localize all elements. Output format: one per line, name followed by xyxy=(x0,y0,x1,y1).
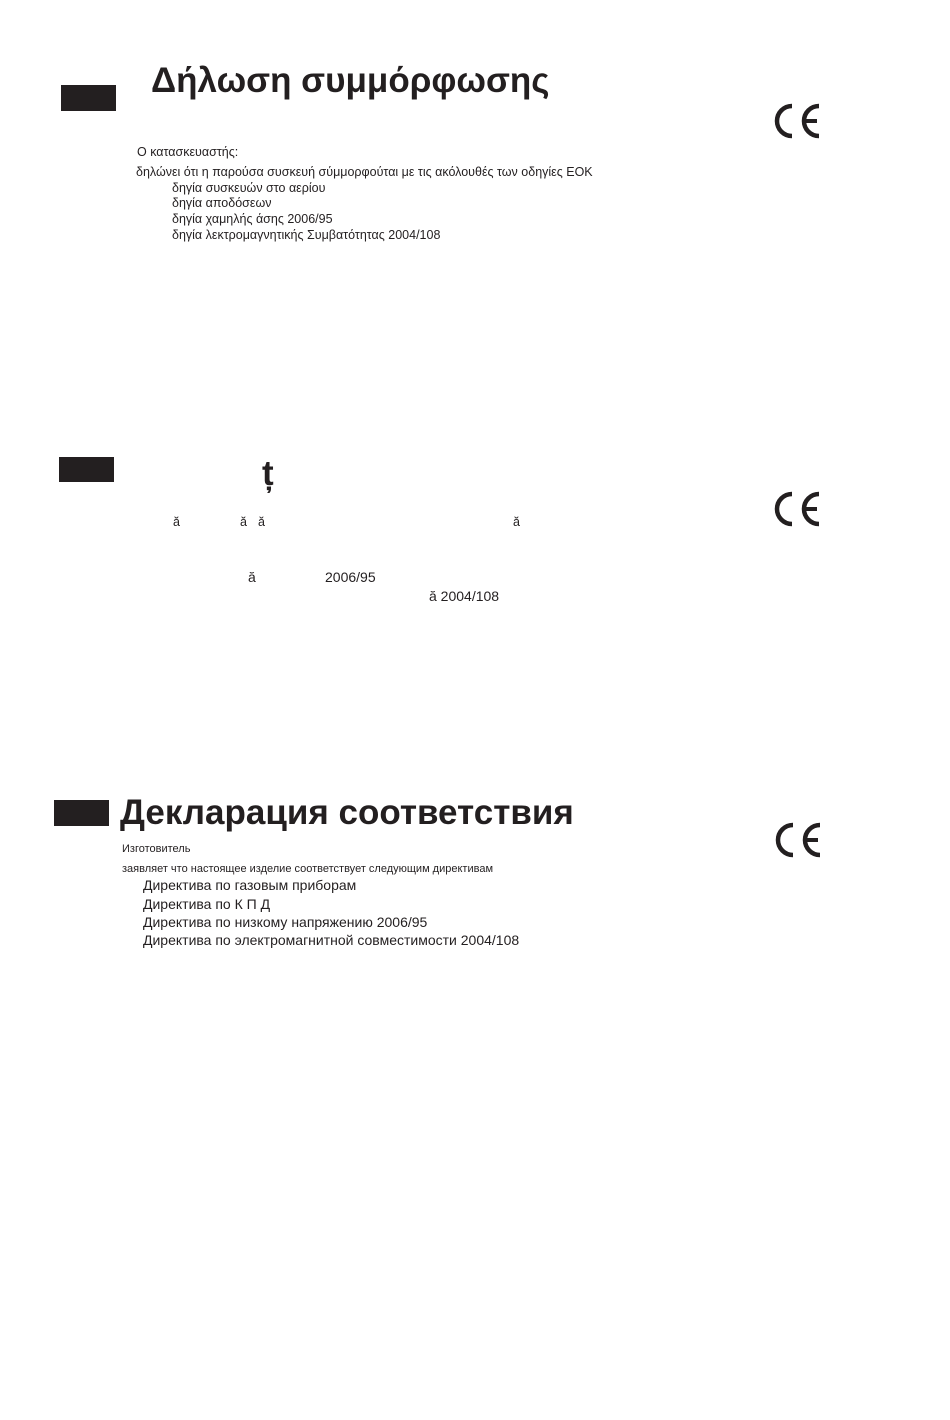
ce-mark-icon xyxy=(768,489,824,529)
greek-manufacturer-label: Ο κατασκευαστής: xyxy=(137,145,239,159)
language-tab-marker xyxy=(61,85,116,111)
romanian-char: ă xyxy=(513,515,520,529)
romanian-char: ă xyxy=(173,515,180,529)
russian-declaration-text: заявляет что настоящее изделие соответствует следующим директивам xyxy=(122,863,494,875)
greek-title: Δήλωση συμμόρφωσης xyxy=(151,61,550,100)
romanian-emc-number: ă 2004/108 xyxy=(429,588,500,604)
russian-directive-item: Директива по низкому напряжению 2006/95 xyxy=(143,914,428,930)
greek-declaration-text: δηλώνει ότι η παρούσα συσκευή σύμμορφούται με τις ακόλουθές των οδηγίες ΕΟΚ xyxy=(136,165,593,179)
greek-directive-item: δηγία συσκευών στο αερίου xyxy=(172,181,326,195)
ce-mark-icon xyxy=(769,820,825,860)
language-tab-marker xyxy=(54,800,109,826)
russian-directive-item: Директива по газовым приборам xyxy=(143,877,357,893)
greek-directive-item: δηγία χαμηλής άσης 2006/95 xyxy=(172,212,333,226)
romanian-char: ă xyxy=(248,569,256,585)
romanian-title: ț xyxy=(262,454,274,493)
russian-title: Декларация соответствия xyxy=(120,793,574,832)
greek-directive-item: δηγία λεκτρομαγνητικής Συμβατότητας 2004/108 xyxy=(172,228,441,242)
russian-directive-item: Директива по К П Д xyxy=(143,896,271,912)
romanian-char: ă xyxy=(240,515,247,529)
romanian-char: ă xyxy=(258,515,265,529)
ce-mark-icon xyxy=(768,101,824,141)
romanian-low-voltage-number: 2006/95 xyxy=(325,569,376,585)
russian-directive-item: Директива по электромагнитной совместимости 2004/108 xyxy=(143,932,520,948)
language-tab-marker xyxy=(59,457,114,482)
russian-manufacturer-label: Изготовитель xyxy=(122,843,191,855)
greek-directive-item: δηγία αποδόσεων xyxy=(172,196,272,210)
